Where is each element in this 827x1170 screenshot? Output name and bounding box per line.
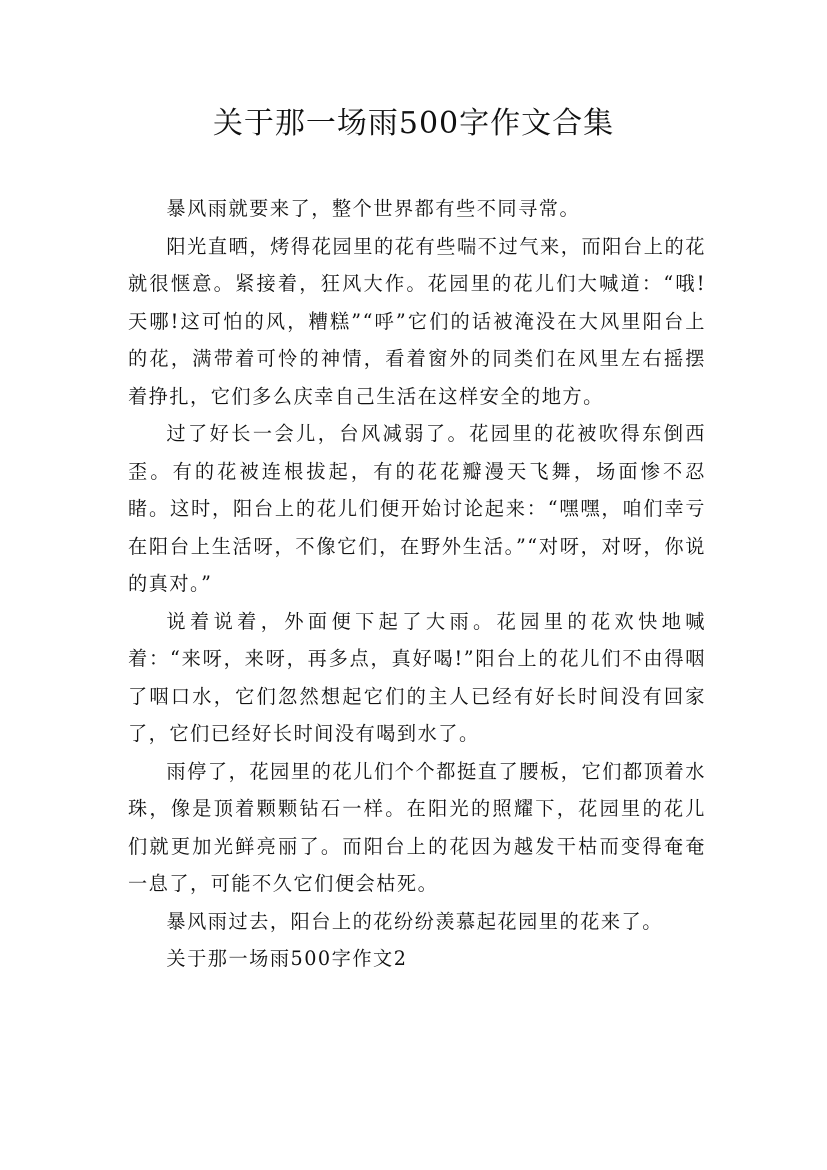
document-body [128,190,706,978]
paragraph-3: 过了好长一会儿，台风减弱了。花园里的花被吹得东倒西歪。有的花被连根拔起，有的花花瓣漫天飞舞，场面惨不忍睹。这时，阳台上的花儿们便开始讨论起来：“嘿嘿，咱们幸亏在阳台上生活呀，不像它们，在野外生活。”“对呀，对呀，你说的真对。” [128,422,706,595]
paragraph-1: 暴风雨就要来了，整个世界都有些不同寻常。 [166,197,581,220]
section-heading-essay-2: 关于那一场雨500字作文2 [166,947,408,970]
paragraph-4: 说着说着，外面便下起了大雨。花园里的花欢快地喊着：“来呀，来呀，再多点，真好喝!”阳台上的花儿们不由得咽了咽口水，它们忽然想起它们的主人已经有好长时间没有回家了，它们已经好长时间没有喝到水了。 [128,609,706,745]
document-title: 关于那一场雨500字作文合集 [212,106,615,141]
paragraph-2: 阳光直晒，烤得花园里的花有些喘不过气来，而阳台上的花就很惬意。紧接着，狂风大作。花园里的花儿们大喊道：“哦!天哪!这可怕的风，糟糕”“呼”它们的话被淹没在大风里阳台上的花，满带着可怜的神情，看着窗外的同类们在风里左右摇摆着挣扎，它们多么庆幸自己生活在这样安全的地方。 [128,234,706,408]
paragraph-5: 雨停了，花园里的花儿们个个都挺直了腰板，它们都顶着水珠，像是顶着颗颗钻石一样。在阳光的照耀下，花园里的花儿们就更加光鲜亮丽了。而阳台上的花因为越发干枯而变得奄奄一息了，可能不久它们便会枯死。 [128,759,706,895]
paragraph-6: 暴风雨过去，阳台上的花纷纷羡慕起花园里的花来了。 [166,909,663,933]
